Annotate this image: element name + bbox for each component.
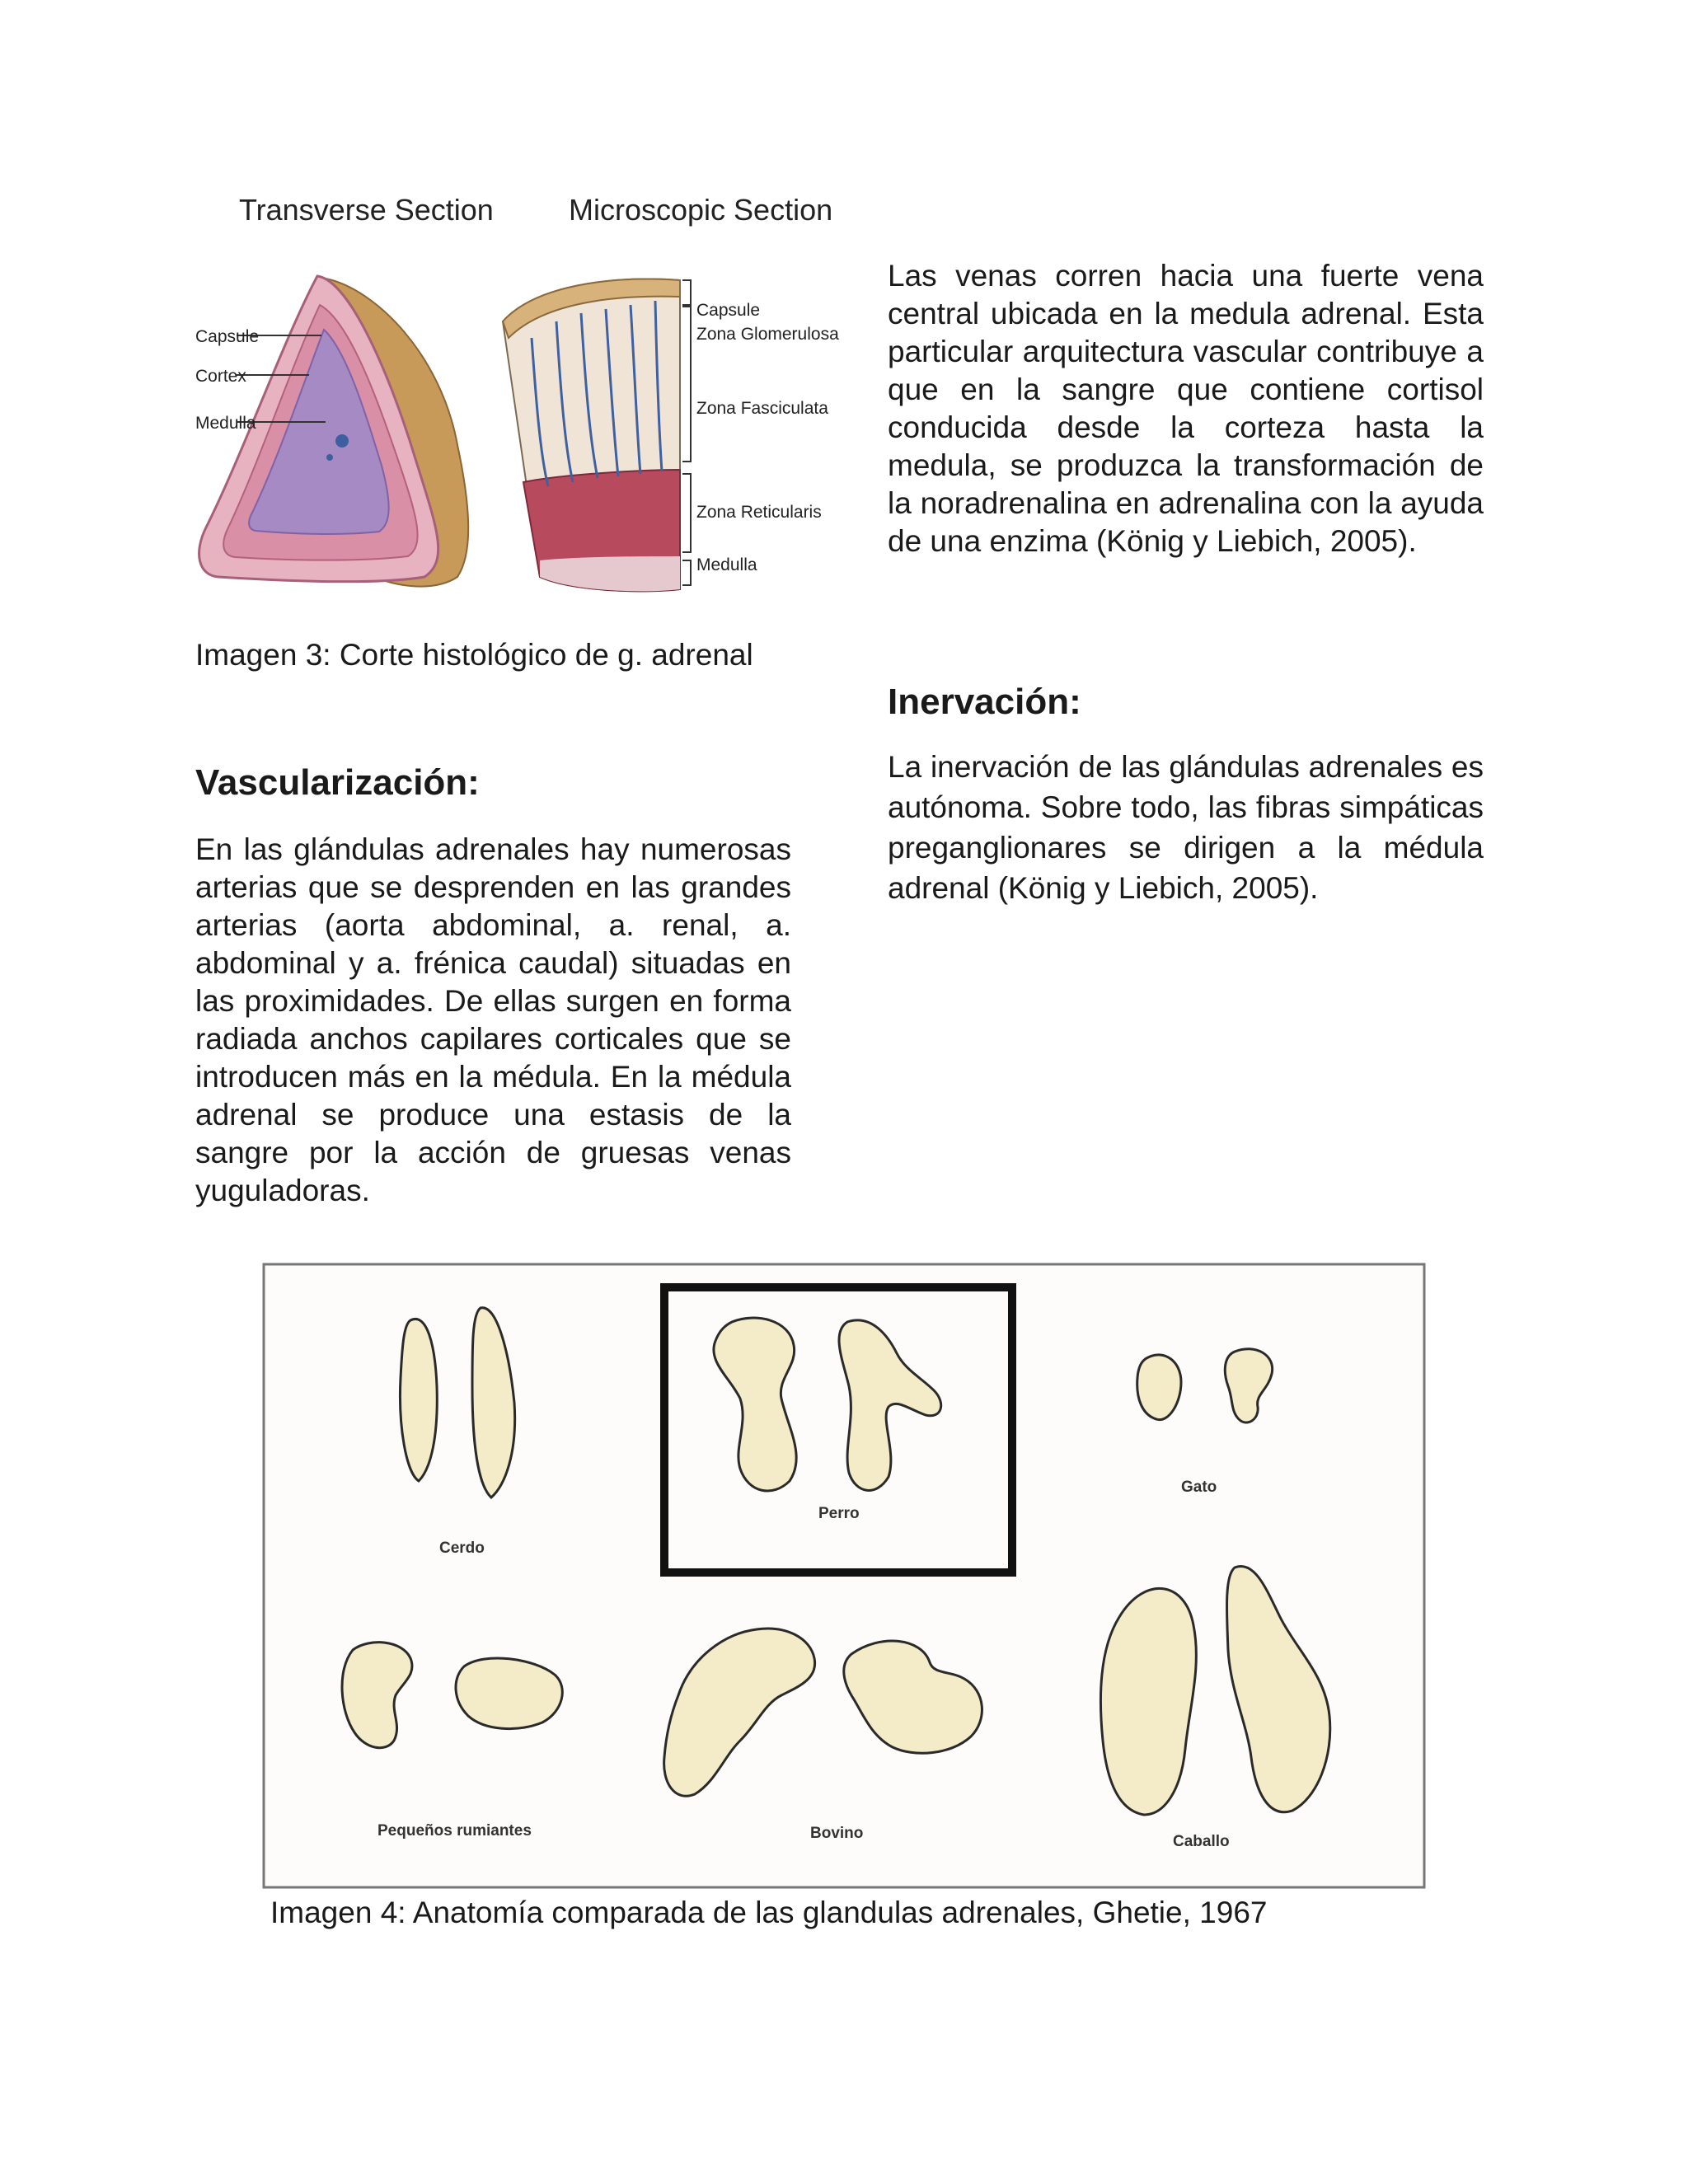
label-capsule-right: Capsule — [696, 301, 761, 320]
label-cortex-left: Cortex — [195, 367, 246, 386]
label-capsule-left: Capsule — [195, 327, 260, 346]
label-perro: Perro — [818, 1505, 860, 1522]
figure4-caption: Imagen 4: Anatomía comparada de las glandulas adrenales, Ghetie, 1967 — [270, 1896, 1268, 1929]
histology-figure — [185, 190, 861, 602]
paragraph-inervacion: La inervación de las glándulas adrenales es autónoma. Sobre todo, las fibras simpáticas preganglionares se dirigen a la médula adrenal (König y Liebich, 2005). — [888, 750, 1484, 905]
label-bovino: Bovino — [810, 1825, 864, 1842]
label-cerdo: Cerdo — [439, 1540, 485, 1557]
paragraph-venas: Las venas corren hacia una fuerte vena central ubicada en la medula adrenal. Esta particular arquitectura vascular contribuye a que en la sangre que contiene cortisol conducida desde la corteza hasta la medula, se produzca la transformación de la noradrenalina en adrenalina con la ayuda de una enzima (König y Liebich, 2005). — [888, 259, 1484, 558]
label-medulla-left: Medulla — [195, 414, 256, 433]
heading-vascularizacion: Vascularización: — [195, 762, 480, 803]
label-zona-reticularis: Zona Reticularis — [696, 503, 822, 522]
figure-title-transverse: Transverse Section — [239, 193, 494, 227]
label-pequenos-rumiantes: Pequeños rumiantes — [377, 1822, 532, 1840]
paragraph-vascularizacion: En las glándulas adrenales hay numerosas arterias que se desprenden en las grandes arterias (aorta abdominal, a. renal, a. abdominal y a. frénica caudal) situadas en las proximidades. De ellas surgen en forma radiada anchos capilares corticales que se introducen más en la médula. En la médula adrenal se produce una estasis de la sangre por la acción de gruesas venas yuguladoras. — [195, 832, 791, 1207]
label-caballo: Caballo — [1173, 1833, 1230, 1850]
label-medulla-right: Medulla — [696, 555, 757, 574]
figure-title-microscopic: Microscopic Section — [569, 193, 833, 227]
comparative-anatomy-figure — [262, 1263, 1426, 1889]
figure3-caption: Imagen 3: Corte histológico de g. adrenal — [195, 638, 753, 672]
heading-inervacion: Inervación: — [888, 682, 1081, 722]
label-zona-glomerulosa: Zona Glomerulosa — [696, 325, 839, 344]
label-zona-fasciculata: Zona Fasciculata — [696, 399, 828, 418]
microscopic-section-illustration — [503, 279, 691, 591]
label-gato: Gato — [1181, 1479, 1217, 1496]
